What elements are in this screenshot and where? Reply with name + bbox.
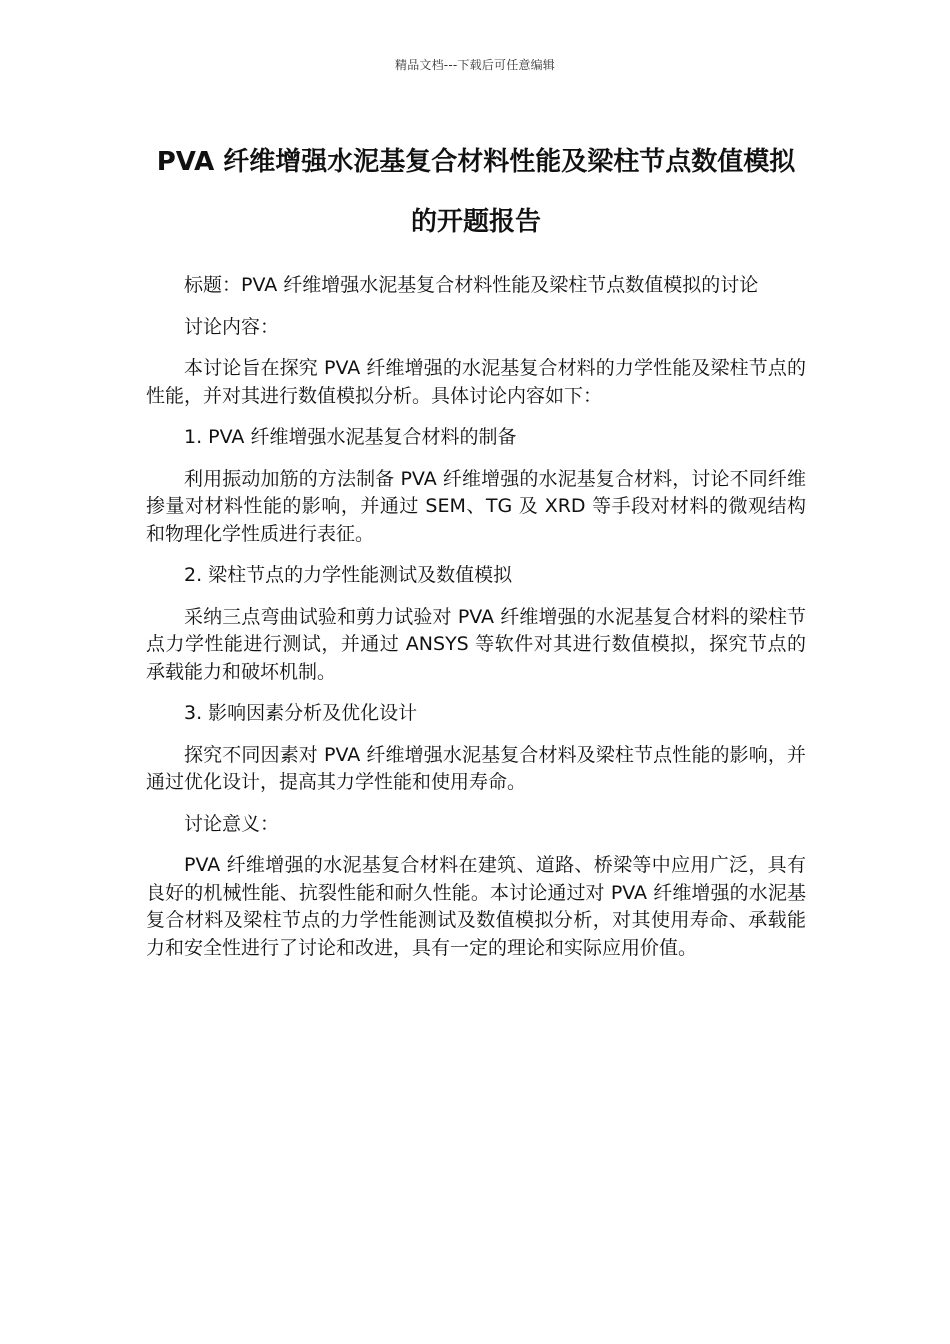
section-heading-3: 3. 影响因素分析及优化设计: [184, 702, 418, 724]
paragraph-section-2: 采纳三点弯曲试验和剪力试验对 PVA 纤维增强的水泥基复合材料的梁柱节点力学性能进行测试，并通过 ANSYS 等软件对其进行数值模拟，探究节点的承载能力和破坏机制。: [146, 605, 806, 683]
paragraph-subject: 标题：PVA 纤维增强水泥基复合材料性能及梁柱节点数值模拟的讨论: [184, 274, 759, 296]
header-note: 精品文档---下载后可任意编辑: [395, 58, 555, 72]
document-title: PVA 纤维增强水泥基复合材料性能及梁柱节点数值模拟的开题报告: [156, 147, 796, 237]
paragraph-intro: 本讨论旨在探究 PVA 纤维增强的水泥基复合材料的力学性能及梁柱节点的性能，并对其进行数值模拟分析。具体讨论内容如下：: [146, 357, 806, 407]
paragraph-section-3: 探究不同因素对 PVA 纤维增强水泥基复合材料及梁柱节点性能的影响，并通过优化设计，提高其力学性能和使用寿命。: [146, 743, 806, 793]
section-heading-1: 1. PVA 纤维增强水泥基复合材料的制备: [184, 426, 517, 448]
paragraph-section-1: 利用振动加筋的方法制备 PVA 纤维增强的水泥基复合材料，讨论不同纤维掺量对材料性能的影响，并通过 SEM、TG 及 XRD 等手段对材料的微观结构和物理化学性质进行表征。: [146, 467, 806, 545]
section-heading-2: 2. 梁柱节点的力学性能测试及数值模拟: [184, 564, 513, 586]
paragraph-significance-heading: 讨论意义：: [184, 812, 280, 835]
paragraph-significance: PVA 纤维增强的水泥基复合材料在建筑、道路、桥梁等中应用广泛，具有良好的机械性能、抗裂性能和耐久性能。本讨论通过对 PVA 纤维增强的水泥基复合材料及梁柱节点的力学性能测试及数值模拟分析，对其使用寿命、承载能力和安全性进行了讨论和改进，具有一定的理论和实际应用价值。: [146, 854, 806, 959]
paragraph-content-heading: 讨论内容：: [184, 315, 280, 338]
document-body: [146, 272, 806, 976]
